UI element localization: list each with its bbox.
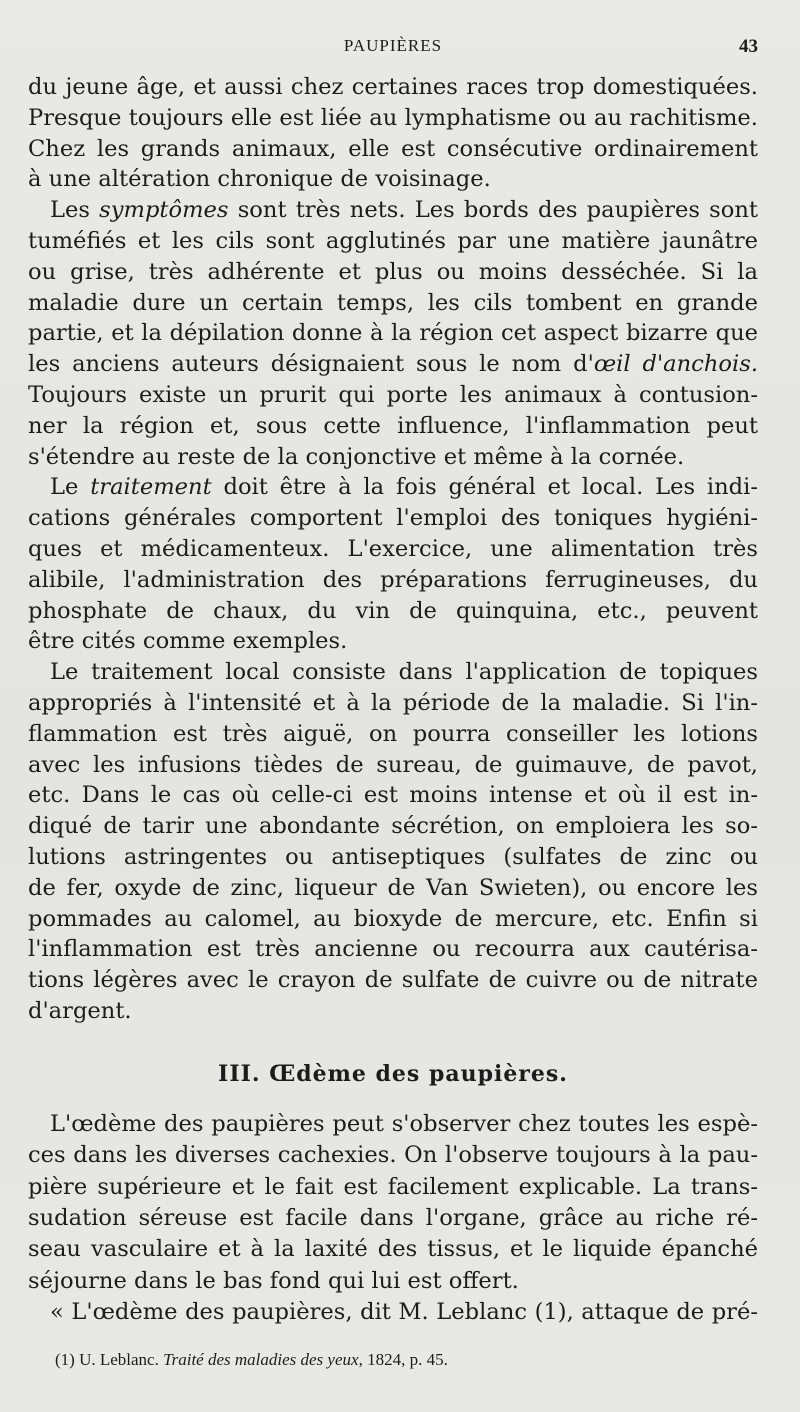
text-line: Presque toujours elle est liée au lymphatisme ou au rachitisme. bbox=[28, 104, 758, 131]
text-line: avec les infusions tièdes de sureau, de guimauve, de pavot, bbox=[28, 751, 758, 778]
text-line: du jeune âge, et aussi chez certaines races trop domestiquées. bbox=[28, 74, 758, 100]
text-line: Le traitement local consiste dans l'application de topiques bbox=[50, 659, 758, 686]
text-line: ques et médicamenteux. L'exercice, une alimentation très bbox=[28, 535, 758, 562]
text-line bbox=[28, 472, 758, 503]
text-line: alibile, l'administration des préparations ferrugineuses, du bbox=[28, 566, 758, 593]
text-line: cations générales comportent l'emploi des toniques hygiéni- bbox=[28, 505, 758, 532]
text-line: « L'œdème des paupières, dit M. Leblanc (1), attaque de pré- bbox=[50, 1299, 758, 1326]
text-span: Les bbox=[50, 197, 100, 224]
paragraph-oedema bbox=[28, 1109, 758, 1329]
term-symptomes: symptômes bbox=[99, 197, 229, 224]
paragraph-local-treatment bbox=[28, 657, 758, 1027]
text-line: ces dans les diverses cachexies. On l'observe toujours à la pau- bbox=[28, 1142, 758, 1169]
text-line: séjourne dans le bas fond qui lui est offert. bbox=[28, 1267, 519, 1294]
paragraph-continuation bbox=[28, 72, 758, 195]
text-line: phosphate de chaux, du vin de quinquina, etc., peuvent bbox=[28, 597, 758, 624]
text-line: pière supérieure et le fait est facilement explicable. La trans- bbox=[28, 1173, 758, 1200]
term-traitement: traitement bbox=[90, 474, 212, 501]
text-line: seau vasculaire et à la laxité des tissus, et le liquide épanché bbox=[28, 1236, 758, 1263]
text-line: à une altération chronique de voisinage. bbox=[28, 166, 491, 193]
text-line: d'argent. bbox=[28, 997, 132, 1024]
text-line: maladie dure un certain temps, les cils tombent en grande bbox=[28, 289, 758, 316]
text-span: doit être à la fois général et local. Les indi- bbox=[211, 474, 758, 501]
text-line: ner la région et, sous cette influence, l'inflammation peut bbox=[28, 412, 758, 439]
text-line bbox=[28, 349, 758, 380]
footnote-suffix: , 1824, p. 45. bbox=[358, 1350, 448, 1369]
text-line: L'œdème des paupières peut s'observer chez toutes les espè- bbox=[50, 1110, 758, 1137]
text-line: être cités comme exemples. bbox=[28, 628, 348, 655]
text-line: Chez les grands animaux, elle est consécutive ordinairement bbox=[28, 135, 758, 162]
text-line: lutions astringentes ou antiseptiques (sulfates de zinc ou bbox=[28, 843, 758, 870]
paragraph-symptoms bbox=[28, 195, 758, 472]
text-span: sont très nets. Les bords des paupières sont bbox=[228, 197, 758, 224]
text-line: l'inflammation est très ancienne ou recourra aux cautérisa- bbox=[28, 936, 758, 963]
text-line: diqué de tarir une abondante sécrétion, on emploiera les so- bbox=[28, 813, 758, 840]
text-line: sudation séreuse est facile dans l'organe, grâce au riche ré- bbox=[28, 1204, 758, 1231]
text-line: tions légères avec le crayon de sulfate de cuivre ou de nitrate bbox=[28, 967, 758, 994]
footnote bbox=[55, 1350, 755, 1370]
text-span: les anciens auteurs désignaient sous le nom d' bbox=[28, 351, 594, 378]
page-number: 43 bbox=[739, 36, 758, 57]
text-line: Toujours existe un prurit qui porte les animaux à contusion- bbox=[28, 381, 758, 408]
running-title: PAUPIÈRES bbox=[343, 36, 443, 55]
text-line: flammation est très aiguë, on pourra conseiller les lotions bbox=[28, 720, 758, 747]
text-line: s'étendre au reste de la conjonctive et même à la cornée. bbox=[28, 443, 685, 470]
page-body bbox=[28, 72, 758, 1329]
text-line: partie, et la dépilation donne à la région cet aspect bizarre que bbox=[28, 320, 758, 347]
text-line: de fer, oxyde de zinc, liqueur de Van Swieten), ou encore les bbox=[28, 874, 758, 901]
footnote-title: Traité des maladies des yeux bbox=[163, 1350, 359, 1369]
text-line: appropriés à l'intensité et à la période de la maladie. Si l'in- bbox=[28, 689, 758, 716]
text-span: Le bbox=[50, 474, 91, 501]
section-heading: III. Œdème des paupières. bbox=[218, 1060, 568, 1087]
footnote-prefix: (1) U. Leblanc. bbox=[55, 1350, 164, 1369]
text-line bbox=[28, 195, 758, 226]
text-line: tuméfiés et les cils sont agglutinés par une matière jaunâtre bbox=[28, 227, 758, 254]
text-line: etc. Dans le cas où celle-ci est moins intense et où il est in- bbox=[28, 782, 758, 809]
text-line: ou grise, très adhérente et plus ou moins desséchée. Si la bbox=[28, 258, 758, 285]
term-oeil-anchois: œil d'anchois. bbox=[593, 351, 758, 378]
text-line: pommades au calomel, au bioxyde de mercure, etc. Enfin si bbox=[28, 905, 758, 932]
paragraph-treatment bbox=[28, 472, 758, 657]
page-header bbox=[28, 36, 758, 64]
